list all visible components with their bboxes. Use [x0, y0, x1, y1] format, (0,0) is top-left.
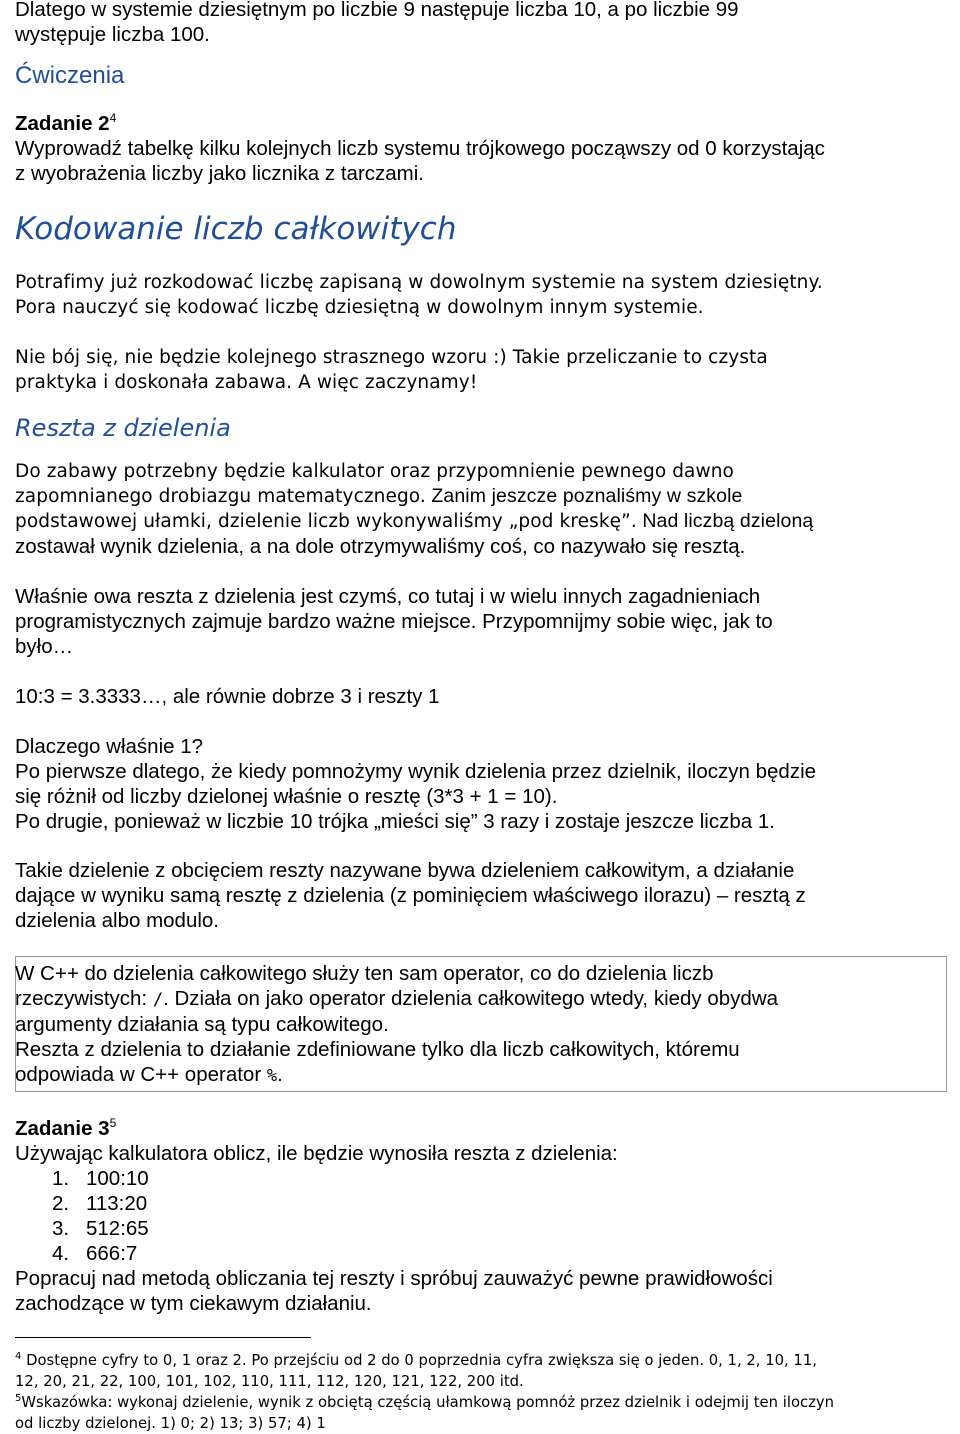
paragraph-line: Po pierwsze dlatego, że kiedy pomnożymy wynik dzielenia przez dzielnik, iloczyn będzie	[15, 760, 817, 783]
exercises-heading: Ćwiczenia	[15, 62, 125, 89]
task3-outro: zachodzące w tym ciekawym działaniu.	[15, 1292, 372, 1315]
paragraph-line: Po drugie, ponieważ w liczbie 10 trójka „mieści się” 3 razy i zostaje jeszcze liczba 1.	[15, 810, 775, 833]
paragraph-line: zostawał wynik dzielenia, a na dole otrzymywaliśmy coś, co nazywało się resztą.	[15, 535, 746, 558]
intro-line: Dlatego w systemie dziesiętnym po liczbie 9 następuje liczba 10, a po liczbie 99	[15, 0, 739, 21]
list-item: 3. 512:65	[52, 1217, 149, 1240]
note-line: Reszta z dzielenia to działanie zdefiniowane tylko dla liczb całkowitych, któremu	[15, 1038, 740, 1061]
paragraph-line: Nie bój się, nie będzie kolejnego strasznego wzoru :) Takie przeliczanie to czysta	[15, 347, 768, 368]
section-heading: Kodowanie liczb całkowitych	[15, 211, 457, 247]
paragraph-line: Właśnie owa reszta z dzielenia jest czymś, co tutaj i w wielu innych zagadnieniach	[15, 585, 761, 608]
paragraph-line: Pora nauczyć się kodować liczbę dziesiętną w dowolnym innym systemie.	[15, 297, 704, 318]
list-item: 4. 666:7	[52, 1242, 138, 1265]
code-percent: %	[266, 1066, 278, 1086]
task3-outro: Popracuj nad metodą obliczania tej reszty i spróbuj zauważyć pewne prawidłowości	[15, 1267, 773, 1290]
paragraph-line: zapomnianego drobiazgu matematycznego. Zanim jeszcze poznaliśmy w szkole	[15, 485, 743, 507]
list-item: 2. 113:20	[52, 1192, 148, 1215]
paragraph-line: podstawowej ułamki, dzielenie liczb wykonywaliśmy „pod kreskę”. Nad liczbą dzieloną	[15, 510, 814, 532]
note-line: rzeczywistych: /. Działa on jako operator dzielenia całkowitego wtedy, kiedy obydwa	[15, 987, 779, 1010]
task2-title: Zadanie $2^4$	[15, 111, 117, 135]
footnote-ref-4[interactable]: 4	[109, 111, 117, 126]
question-line: Dlaczego właśnie 1?	[15, 735, 204, 758]
footnote-separator	[15, 1337, 311, 1338]
example-line: 10:3 = 3.3333…, ale równie dobrze 3 i reszty 1	[15, 685, 440, 708]
footnote-4-cont: 12, 20, 21, 22, 100, 101, 102, 110, 111, 112, 120, 121, 122, 200 itd.	[15, 1373, 524, 1390]
paragraph-line: praktyka i doskonała zabawa. A więc zaczynamy!	[15, 372, 478, 393]
paragraph-line: było…	[15, 635, 74, 658]
paragraph-line: Do zabawy potrzebny będzie kalkulator oraz przypomnienie pewnego dawno	[15, 461, 734, 482]
paragraph-line: Takie dzielenie z obcięciem reszty nazywane bywa dzieleniem całkowitym, a działanie	[15, 859, 795, 882]
list-item: 1. 100:10	[52, 1167, 149, 1190]
note-line: argumenty działania są typu całkowitego.	[15, 1013, 389, 1036]
intro-line: występuje liczba 100.	[15, 23, 210, 46]
task2-text: Wyprowadź tabelkę kilku kolejnych liczb systemu trójkowego począwszy od 0 korzystając	[15, 137, 825, 160]
subheading: Reszta z dzielenia	[15, 414, 231, 442]
footnote-5-cont: od liczby dzielonej. 1) 0; 2) 13; 3) 57; 4) 1	[15, 1415, 326, 1432]
paragraph-line: się różnił od liczby dzielonej właśnie o resztę (3*3 + 1 = 10).	[15, 785, 558, 808]
note-line: odpowiada w C++ operator %.	[15, 1063, 283, 1086]
paragraph-line: dające w wyniku samą resztę z dzielenia (z pominięciem właściwego ilorazu) – resztą z	[15, 884, 806, 907]
code-slash: /	[152, 990, 164, 1010]
paragraph-line: Potrafimy już rozkodować liczbę zapisaną w dowolnym systemie na system dziesiętny.	[15, 272, 823, 293]
note-line: W C++ do dzielenia całkowitego służy ten sam operator, co do dzielenia liczb	[15, 962, 714, 985]
task3-title: Zadanie $3^5$	[15, 1116, 117, 1140]
footnote-ref-5[interactable]: 5	[109, 1116, 117, 1131]
task3-intro: Używając kalkulatora oblicz, ile będzie wynosiła reszta z dzielenia:	[15, 1142, 618, 1165]
paragraph-line: dzielenia albo modulo.	[15, 909, 219, 932]
paragraph-line: programistycznych zajmuje bardzo ważne miejsce. Przypomnijmy sobie więc, jak to	[15, 610, 773, 633]
footnote-5: $^5$Wskazówka: wykonaj dzielenie, wynik z obciętą częścią ułamkową pomnóż przez dzielnik i odejmij ten iloczyn	[15, 1393, 835, 1411]
task2-text: z wyobrażenia liczby jako licznika z tarczami.	[15, 162, 424, 185]
footnote-4: $^4$ Dostępne cyfry to 0, 1 oraz 2. Po przejściu od 2 do 0 poprzednia cyfra zwiększa się o jeden. 0, 1, 2, 10, 11,	[15, 1351, 817, 1369]
